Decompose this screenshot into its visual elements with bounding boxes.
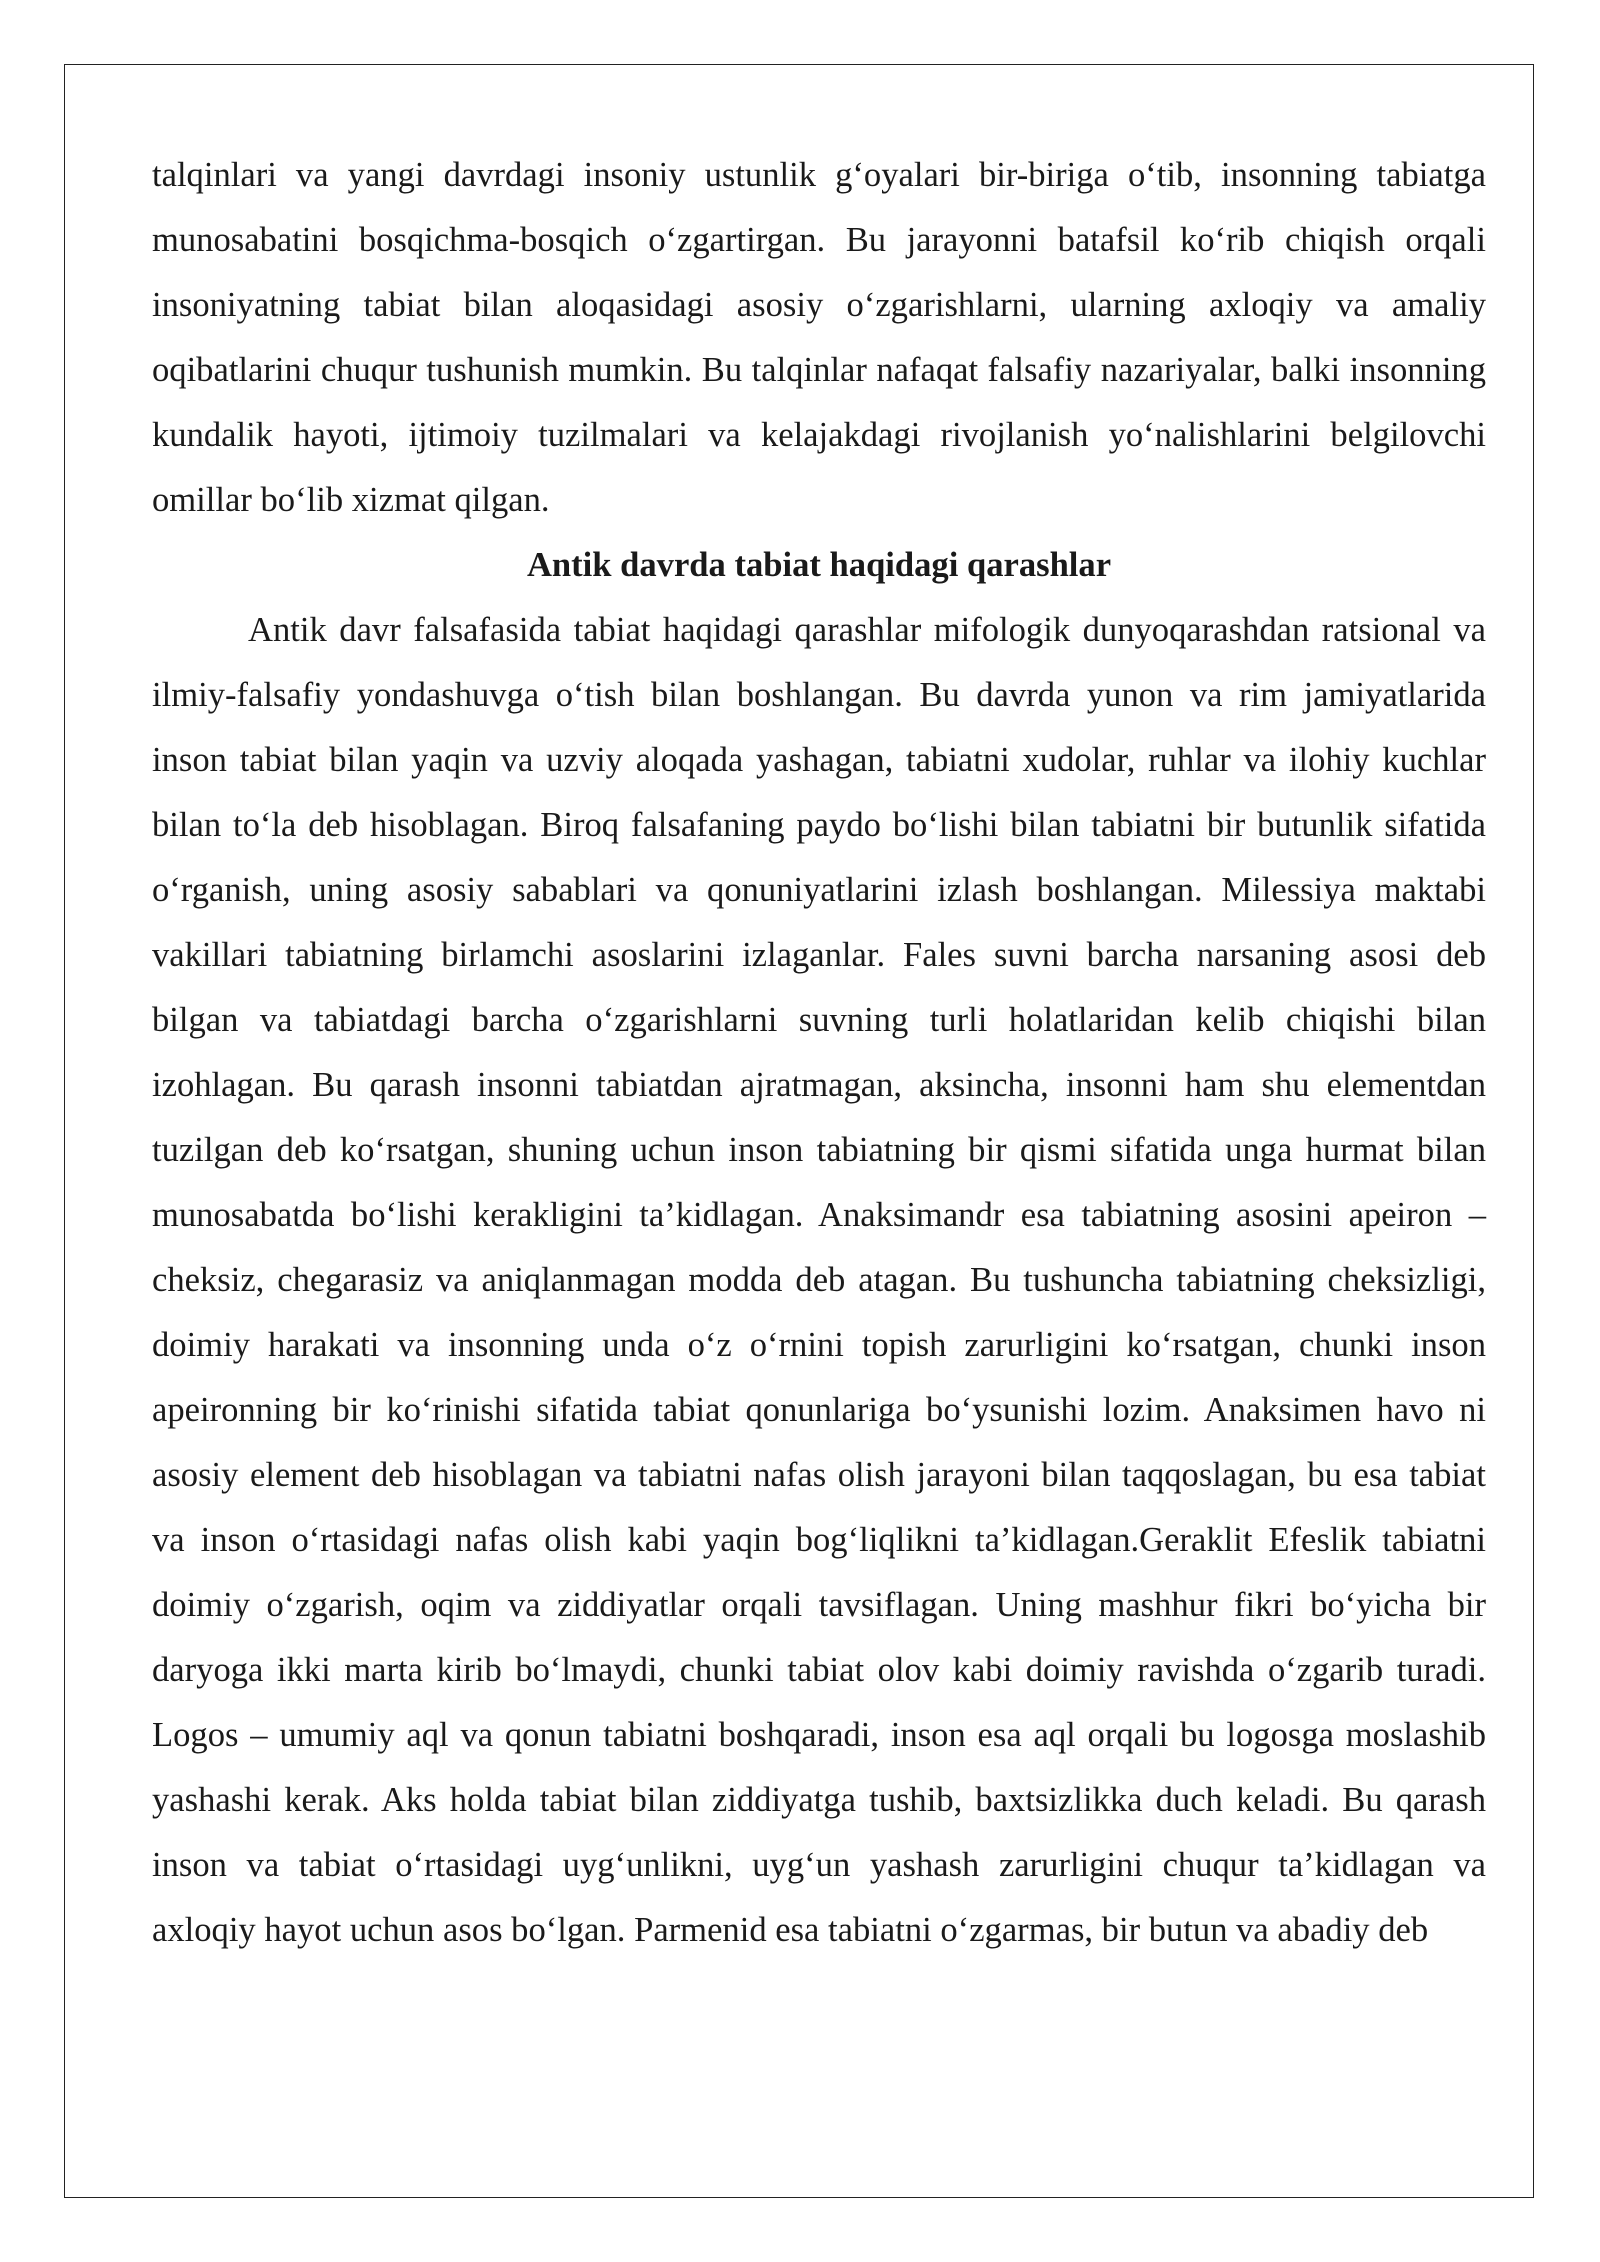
document-body xyxy=(152,143,1486,1963)
section-heading: Antik davrda tabiat haqidagi qarashlar xyxy=(526,546,1112,584)
body-paragraph-intro: talqinlari va yangi davrdagi insoniy ustunlik g‘oyalari bir-biriga o‘tib, insonning tabiatga munosabatini bosqichma-bosqich o‘zgartirgan. Bu jarayonni batafsil ko‘rib chiqish orqali insoniyatning tabiat bilan aloqasidagi asosiy o‘zgarishlarni, ularning axloqiy va amaliy oqibatlarini chuqur tushunish mumkin. Bu talqinlar nafaqat falsafiy nazariyalar, balki insonning kundalik hayoti, ijtimoiy tuzilmalari va kelajakdagi rivojlanish yo‘nalishlarini belgilovchi omillar bo‘lib xizmat qilgan. xyxy=(152,156,1486,519)
body-paragraph-antiquity: Antik davr falsafasida tabiat haqidagi qarashlar mifologik dunyoqarashdan ratsional va ilmiy-falsafiy yondashuvga o‘tish bilan boshlangan. Bu davrda yunon va rim jamiyatlarida inson tabiat bilan yaqin va uzviy aloqada yashagan, tabiatni xudolar, ruhlar va ilohiy kuchlar bilan to‘la deb hisoblagan. Biroq falsafaning paydo bo‘lishi bilan tabiatni bir butunlik sifatida o‘rganish, uning asosiy sabablari va qonuniyatlarini izlash boshlangan. Milessiya maktabi vakillari tabiatning birlamchi asoslarini izlaganlar. Fales suvni barcha narsaning asosi deb bilgan va tabiatdagi barcha o‘zgarishlarni suvning turli holatlaridan kelib chiqishi bilan izohlagan. Bu qarash insonni tabiatdan ajratmagan, aksincha, insonni ham shu elementdan tuzilgan deb ko‘rsatgan, shuning uchun inson tabiatning bir qismi sifatida unga hurmat bilan munosabatda bo‘lishi kerakligini ta’kidlagan. Anaksimandr esa tabiatning asosini apeiron – cheksiz, chegarasiz va aniqlanmagan modda deb atagan. Bu tushuncha tabiatning cheksizligi, doimiy harakati va insonning unda o‘z o‘rnini topish zarurligini ko‘rsatgan, chunki inson apeironning bir ko‘rinishi sifatida tabiat qonunlariga bo‘ysunishi lozim. Anaksimen havo ni asosiy element deb hisoblagan va tabiatni nafas olish jarayoni bilan taqqoslagan, bu esa tabiat va inson o‘rtasidagi nafas olish kabi yaqin bog‘liqlikni ta’kidlagan.Geraklit Efeslik tabiatni doimiy o‘zgarish, oqim va ziddiyatlar orqali tavsiflagan. Uning mashhur fikri bo‘yicha bir daryoga ikki marta kirib bo‘lmaydi, chunki tabiat olov kabi doimiy ravishda o‘zgarib turadi. Logos – umumiy aql va qonun tabiatni boshqaradi, inson esa aql orqali bu logosga moslashib yashashi kerak. Aks holda tabiat bilan ziddiyatga tushib, baxtsizlikka duch keladi. Bu qarash inson va tabiat o‘rtasidagi uyg‘unlikni, uyg‘un yashash zarurligini chuqur ta’kidlagan va axloqiy hayot uchun asos bo‘lgan. Parmenid esa tabiatni o‘zgarmas, bir butun va abadiy deb xyxy=(152,611,1486,1949)
